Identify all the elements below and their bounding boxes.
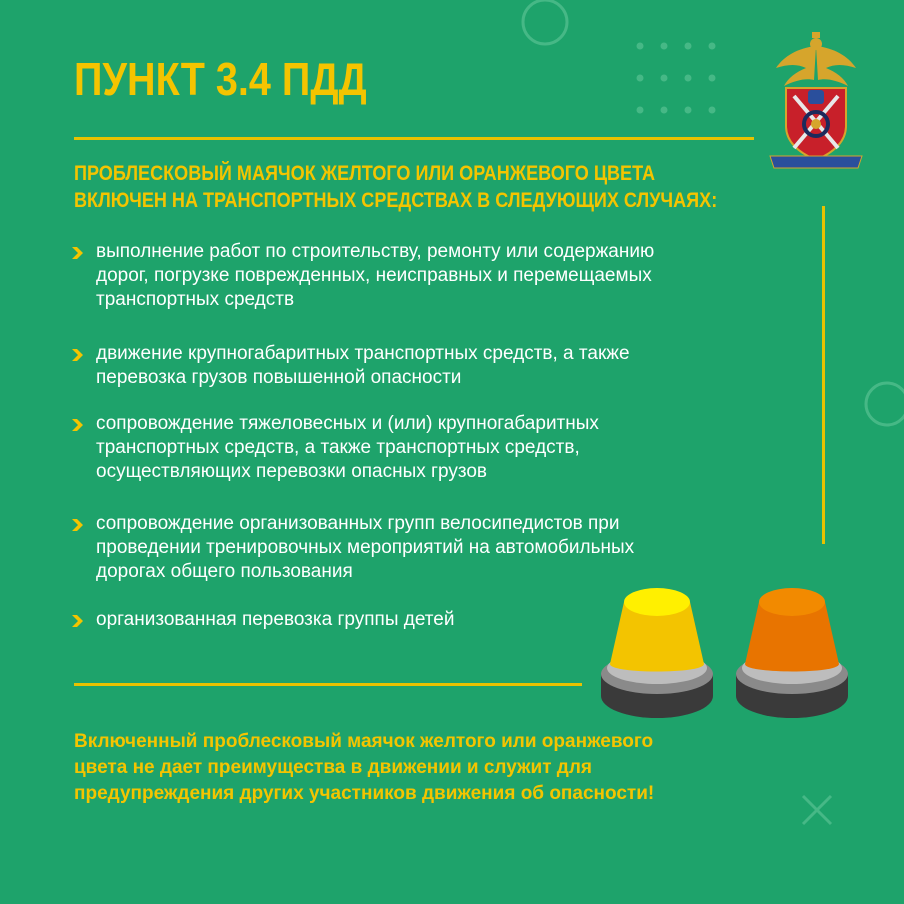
- list-item-line: движение крупногабаритных транспортных средств, а также: [96, 343, 630, 364]
- beacons-illustration: [596, 578, 866, 728]
- yellow-beacon-icon: [601, 588, 713, 718]
- chevron-right-icon: [72, 349, 86, 361]
- list-item-line: сопровождение тяжеловесных и (или) крупногабаритных: [96, 413, 599, 434]
- list-item-line: транспортных средств, а также транспортных средств,: [96, 437, 580, 458]
- list-item: [72, 342, 772, 390]
- chevron-right-icon: [72, 615, 86, 627]
- subtitle-line-2: ВКЛЮЧЕН НА ТРАНСПОРТНЫХ СРЕДСТВАХ В СЛЕДУЮЩИХ СЛУЧАЯХ:: [74, 189, 718, 212]
- police-emblem-icon: [768, 28, 864, 170]
- top-divider: [74, 137, 754, 140]
- list-item: [72, 240, 772, 312]
- list-item-line: транспортных средств: [96, 289, 295, 310]
- chevron-right-icon: [72, 247, 86, 259]
- list-item-line: выполнение работ по строительству, ремонту или содержанию: [96, 241, 655, 262]
- footer-line-2: цвета не дает преимущества в движении и служит для: [74, 757, 593, 778]
- list-item-line: перевозка грузов повышенной опасности: [96, 367, 462, 388]
- list-item: [72, 412, 772, 484]
- list-item-line: дорогах общего пользования: [96, 561, 353, 582]
- footer-line-3: предупреждения других участников движения об опасности!: [74, 783, 655, 804]
- subtitle-line-1: ПРОБЛЕСКОВЫЙ МАЯЧОК ЖЕЛТОГО ИЛИ ОРАНЖЕВОГО ЦВЕТА: [74, 162, 656, 185]
- emblem-motto: [0, 0, 1, 1]
- bottom-divider: [74, 683, 582, 686]
- orange-beacon-icon: [736, 588, 848, 718]
- list-item-line: осуществляющих перевозки опасных грузов: [96, 461, 487, 482]
- right-circle-decoration: [866, 383, 904, 425]
- cross-decoration: [803, 796, 831, 824]
- top-circle-decoration: [523, 0, 567, 44]
- list-item-line: сопровождение организованных групп велосипедистов при: [96, 513, 620, 534]
- list-item: [72, 512, 772, 584]
- subtitle: [74, 160, 728, 214]
- list-item-line: проведении тренировочных мероприятий на автомобильных: [96, 537, 635, 558]
- vertical-divider: [822, 206, 825, 544]
- chevron-right-icon: [72, 419, 86, 431]
- footer-line-1: Включенный проблесковый маячок желтого или оранжевого: [74, 731, 654, 752]
- dots-grid-decoration: [637, 43, 716, 114]
- chevron-right-icon: [72, 519, 86, 531]
- list-item-line: организованная перевозка группы детей: [96, 609, 455, 630]
- footer-note: [74, 729, 774, 807]
- list-item-line: дорог, погрузке поврежденных, неисправных и перемещаемых: [96, 265, 652, 286]
- page-title: ПУНКТ 3.4 ПДД: [74, 53, 367, 105]
